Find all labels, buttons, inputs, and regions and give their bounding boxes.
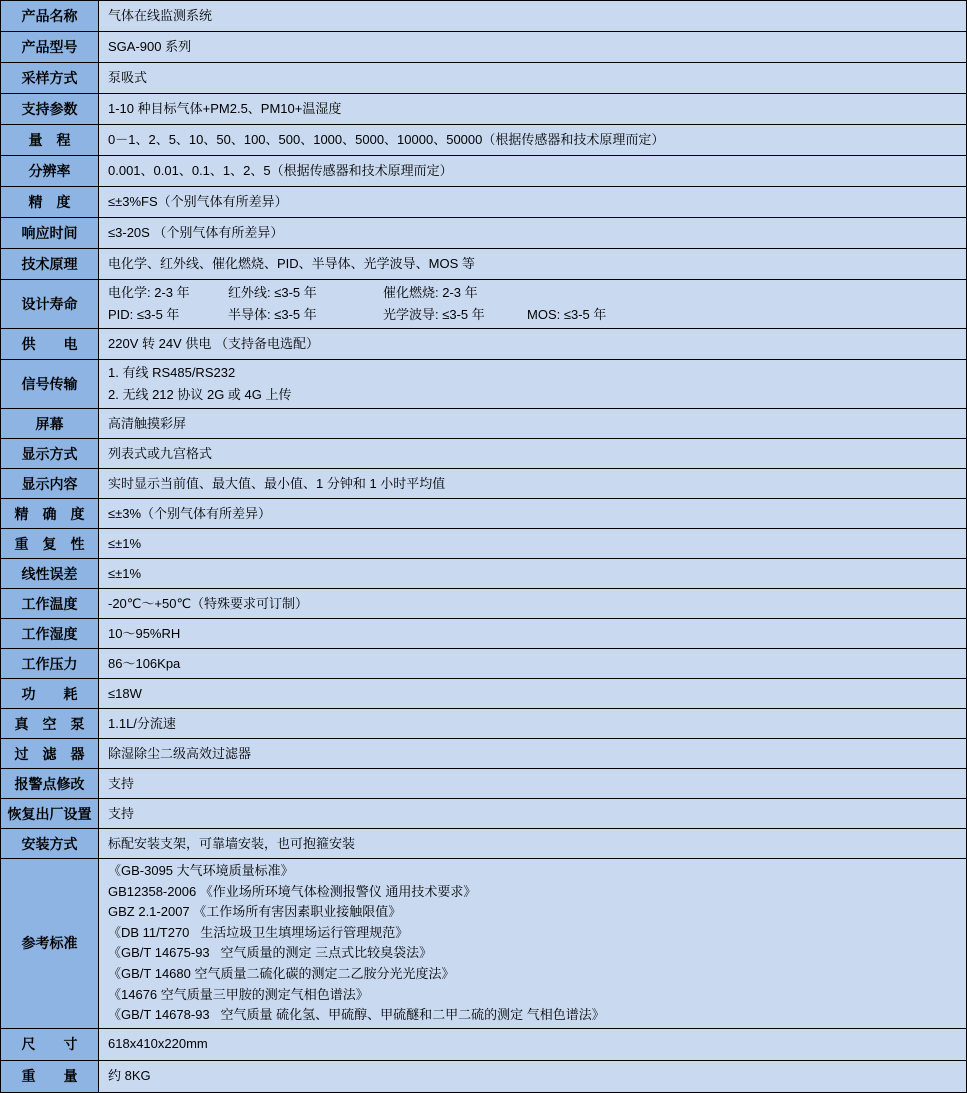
table-row bbox=[1, 360, 966, 409]
table-row bbox=[1, 589, 966, 619]
table-row bbox=[1, 280, 966, 329]
spec-value-line: 《GB-3095 大气环境质量标准》 bbox=[108, 863, 294, 878]
spec-label: 安装方式 bbox=[1, 829, 99, 858]
spec-value bbox=[99, 859, 966, 1028]
table-row bbox=[1, 529, 966, 559]
spec-label: 分辨率 bbox=[1, 156, 99, 186]
table-row bbox=[1, 679, 966, 709]
spec-value-line bbox=[108, 282, 956, 304]
table-row bbox=[1, 94, 966, 125]
table-row bbox=[1, 799, 966, 829]
spec-label: 工作湿度 bbox=[1, 619, 99, 648]
table-row bbox=[1, 329, 966, 360]
spec-value: SGA-900 系列 bbox=[99, 32, 966, 62]
spec-value: 支持 bbox=[99, 799, 966, 828]
table-row bbox=[1, 739, 966, 769]
spec-value-item: 电化学: 2-3 年 bbox=[108, 285, 190, 300]
spec-label: 尺 寸 bbox=[1, 1029, 99, 1060]
spec-label: 精 度 bbox=[1, 187, 99, 217]
spec-value: 86～106Kpa bbox=[99, 649, 966, 678]
spec-label: 工作温度 bbox=[1, 589, 99, 618]
table-row bbox=[1, 829, 966, 859]
spec-value-line: 《14676 空气质量三甲胺的测定气相色谱法》 bbox=[108, 986, 369, 1002]
table-row bbox=[1, 859, 966, 1029]
table-row bbox=[1, 156, 966, 187]
spec-value: 10～95%RH bbox=[99, 619, 966, 648]
spec-value bbox=[99, 360, 966, 408]
spec-value: 高清触摸彩屏 bbox=[99, 409, 966, 438]
spec-label: 供 电 bbox=[1, 329, 99, 359]
table-row bbox=[1, 619, 966, 649]
spec-value: 除湿除尘二级高效过滤器 bbox=[99, 739, 966, 768]
spec-value-line bbox=[108, 304, 956, 326]
spec-label: 屏幕 bbox=[1, 409, 99, 438]
table-row bbox=[1, 769, 966, 799]
spec-value: 1-10 种目标气体+PM2.5、PM10+温湿度 bbox=[99, 94, 966, 124]
table-row bbox=[1, 125, 966, 156]
spec-label: 参考标准 bbox=[1, 859, 99, 1028]
spec-value-item: PID: ≤3-5 年 bbox=[108, 307, 180, 322]
spec-label: 线性误差 bbox=[1, 559, 99, 588]
spec-label: 精 确 度 bbox=[1, 499, 99, 528]
spec-label: 报警点修改 bbox=[1, 769, 99, 798]
spec-value-item: 催化燃烧: 2-3 年 bbox=[383, 285, 478, 300]
spec-label: 功 耗 bbox=[1, 679, 99, 708]
spec-value: -20℃～+50℃（特殊要求可订制） bbox=[99, 589, 966, 618]
table-row bbox=[1, 709, 966, 739]
spec-value: ≤±3%（个别气体有所差异） bbox=[99, 499, 966, 528]
spec-value-line: 《GB/T 14680 空气质量二硫化碳的测定二乙胺分光光度法》 bbox=[108, 965, 455, 981]
spec-value: 约 8KG bbox=[99, 1061, 966, 1092]
table-row bbox=[1, 409, 966, 439]
table-row bbox=[1, 249, 966, 280]
spec-label: 采样方式 bbox=[1, 63, 99, 93]
spec-value: ≤±3%FS（个别气体有所差异） bbox=[99, 187, 966, 217]
spec-label: 重 复 性 bbox=[1, 529, 99, 558]
spec-value-item: 半导体: ≤3-5 年 bbox=[228, 307, 317, 322]
spec-value: 标配安装支架，可靠墙安装，也可抱箍安装 bbox=[99, 829, 966, 858]
spec-value: ≤18W bbox=[99, 679, 966, 708]
table-row bbox=[1, 1, 966, 32]
spec-label: 响应时间 bbox=[1, 218, 99, 248]
table-row bbox=[1, 63, 966, 94]
spec-label: 支持参数 bbox=[1, 94, 99, 124]
spec-value: 1.1L/分流速 bbox=[99, 709, 966, 738]
spec-value-item: 红外线: ≤3-5 年 bbox=[228, 285, 317, 300]
spec-value bbox=[99, 280, 966, 328]
spec-value: 电化学、红外线、催化燃烧、PID、半导体、光学波导、MOS 等 bbox=[99, 249, 966, 279]
spec-label: 真 空 泵 bbox=[1, 709, 99, 738]
table-row bbox=[1, 1061, 966, 1093]
spec-value: ≤±1% bbox=[99, 559, 966, 588]
spec-value: ≤3-20S （个别气体有所差异） bbox=[99, 218, 966, 248]
spec-value-line: 1. 有线 RS485/RS232 bbox=[108, 365, 236, 380]
spec-value-line: 2. 无线 212 协议 2G 或 4G 上传 bbox=[108, 387, 292, 402]
spec-label: 产品型号 bbox=[1, 32, 99, 62]
spec-value: 支持 bbox=[99, 769, 966, 798]
spec-label: 产品名称 bbox=[1, 1, 99, 31]
spec-value-line: 《GB/T 14678-93 空气质量 硫化氢、甲硫醇、甲硫醚和二甲二硫的测定 气相色谱法》 bbox=[108, 1007, 605, 1023]
spec-label: 技术原理 bbox=[1, 249, 99, 279]
spec-label: 量 程 bbox=[1, 125, 99, 155]
spec-value: 列表式或九宫格式 bbox=[99, 439, 966, 468]
spec-value: 618x410x220mm bbox=[99, 1029, 966, 1060]
spec-value-item: 光学波导: ≤3-5 年 bbox=[383, 307, 485, 322]
spec-value: 实时显示当前值、最大值、最小值、1 分钟和 1 小时平均值 bbox=[99, 469, 966, 498]
spec-value: 泵吸式 bbox=[99, 63, 966, 93]
spec-value-line: GBZ 2.1-2007 《工作场所有害因素职业接触限值》 bbox=[108, 904, 402, 920]
table-row bbox=[1, 439, 966, 469]
table-row bbox=[1, 469, 966, 499]
spec-value-line: GB12358-2006 《作业场所环境气体检测报警仪 通用技术要求》 bbox=[108, 883, 477, 899]
spec-label: 显示内容 bbox=[1, 469, 99, 498]
spec-value-line: 《GB/T 14675-93 空气质量的测定 三点式比较臭袋法》 bbox=[108, 945, 433, 961]
spec-value: 0.001、0.01、0.1、1、2、5（根据传感器和技术原理而定） bbox=[99, 156, 966, 186]
spec-value: 220V 转 24V 供电 （支持备电选配） bbox=[99, 329, 966, 359]
spec-label: 工作压力 bbox=[1, 649, 99, 678]
spec-value: ≤±1% bbox=[99, 529, 966, 558]
table-row bbox=[1, 1029, 966, 1061]
spec-label: 显示方式 bbox=[1, 439, 99, 468]
table-row bbox=[1, 559, 966, 589]
table-row bbox=[1, 218, 966, 249]
spec-label: 重 量 bbox=[1, 1061, 99, 1092]
table-row bbox=[1, 187, 966, 218]
spec-label: 信号传输 bbox=[1, 360, 99, 408]
spec-label: 恢复出厂设置 bbox=[1, 799, 99, 828]
table-row bbox=[1, 32, 966, 63]
spec-label: 设计寿命 bbox=[1, 280, 99, 328]
spec-value: 0－1、2、5、10、50、100、500、1000、5000、10000、50000（根据传感器和技术原理而定） bbox=[99, 125, 966, 155]
spec-label: 过 滤 器 bbox=[1, 739, 99, 768]
spec-value-line: 《DB 11/T270 生活垃圾卫生填埋场运行管理规范》 bbox=[108, 924, 409, 940]
table-row bbox=[1, 649, 966, 679]
spec-value: 气体在线监测系统 bbox=[99, 1, 966, 31]
spec-value-item: MOS: ≤3-5 年 bbox=[527, 307, 607, 322]
table-row bbox=[1, 499, 966, 529]
